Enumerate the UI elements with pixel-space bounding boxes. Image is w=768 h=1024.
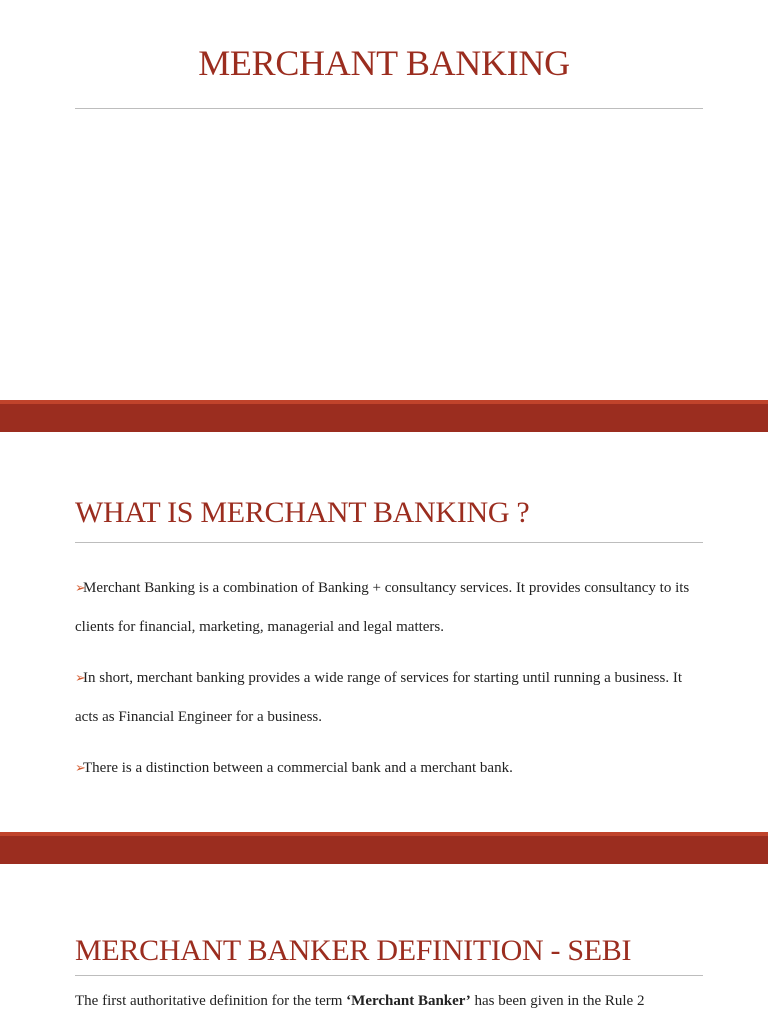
slide-title: MERCHANT BANKER DEFINITION - SEBI [75, 934, 632, 967]
arrow-bullet-icon: ➢ [75, 580, 86, 595]
bullet-item [75, 658, 695, 737]
title-divider [75, 108, 703, 109]
slide-2 [0, 432, 768, 832]
title-divider [75, 975, 703, 976]
bullet-item [75, 568, 695, 647]
bullet-item [75, 748, 695, 788]
slide-title: WHAT IS MERCHANT BANKING ? [75, 496, 530, 529]
bullet-list [75, 568, 695, 799]
definition-term: ‘Merchant Banker’ [346, 993, 471, 1009]
arrow-bullet-icon: ➢ [75, 670, 86, 685]
bullet-text: In short, merchant banking provides a wide range of services for starting until running a business. It acts as Financial Engineer for a business. [75, 670, 683, 725]
title-divider [75, 542, 703, 543]
slide-separator-band [0, 832, 768, 864]
slide-separator-band [0, 400, 768, 432]
slide-1 [0, 0, 768, 400]
bullet-text: There is a distinction between a commercial bank and a merchant bank. [83, 760, 513, 776]
arrow-bullet-icon: ➢ [75, 760, 86, 775]
slide-title: MERCHANT BANKING [198, 43, 570, 83]
slide-3 [0, 864, 768, 1024]
bullet-text: Merchant Banking is a combination of Banking + consultancy services. It provides consultancy to its clients for financial, marketing, managerial and legal matters. [75, 580, 690, 635]
definition-paragraph [75, 993, 715, 1010]
definition-text-start: The first authoritative definition for the term [75, 993, 347, 1009]
definition-text-end: has been given in the Rule 2 [470, 993, 645, 1009]
